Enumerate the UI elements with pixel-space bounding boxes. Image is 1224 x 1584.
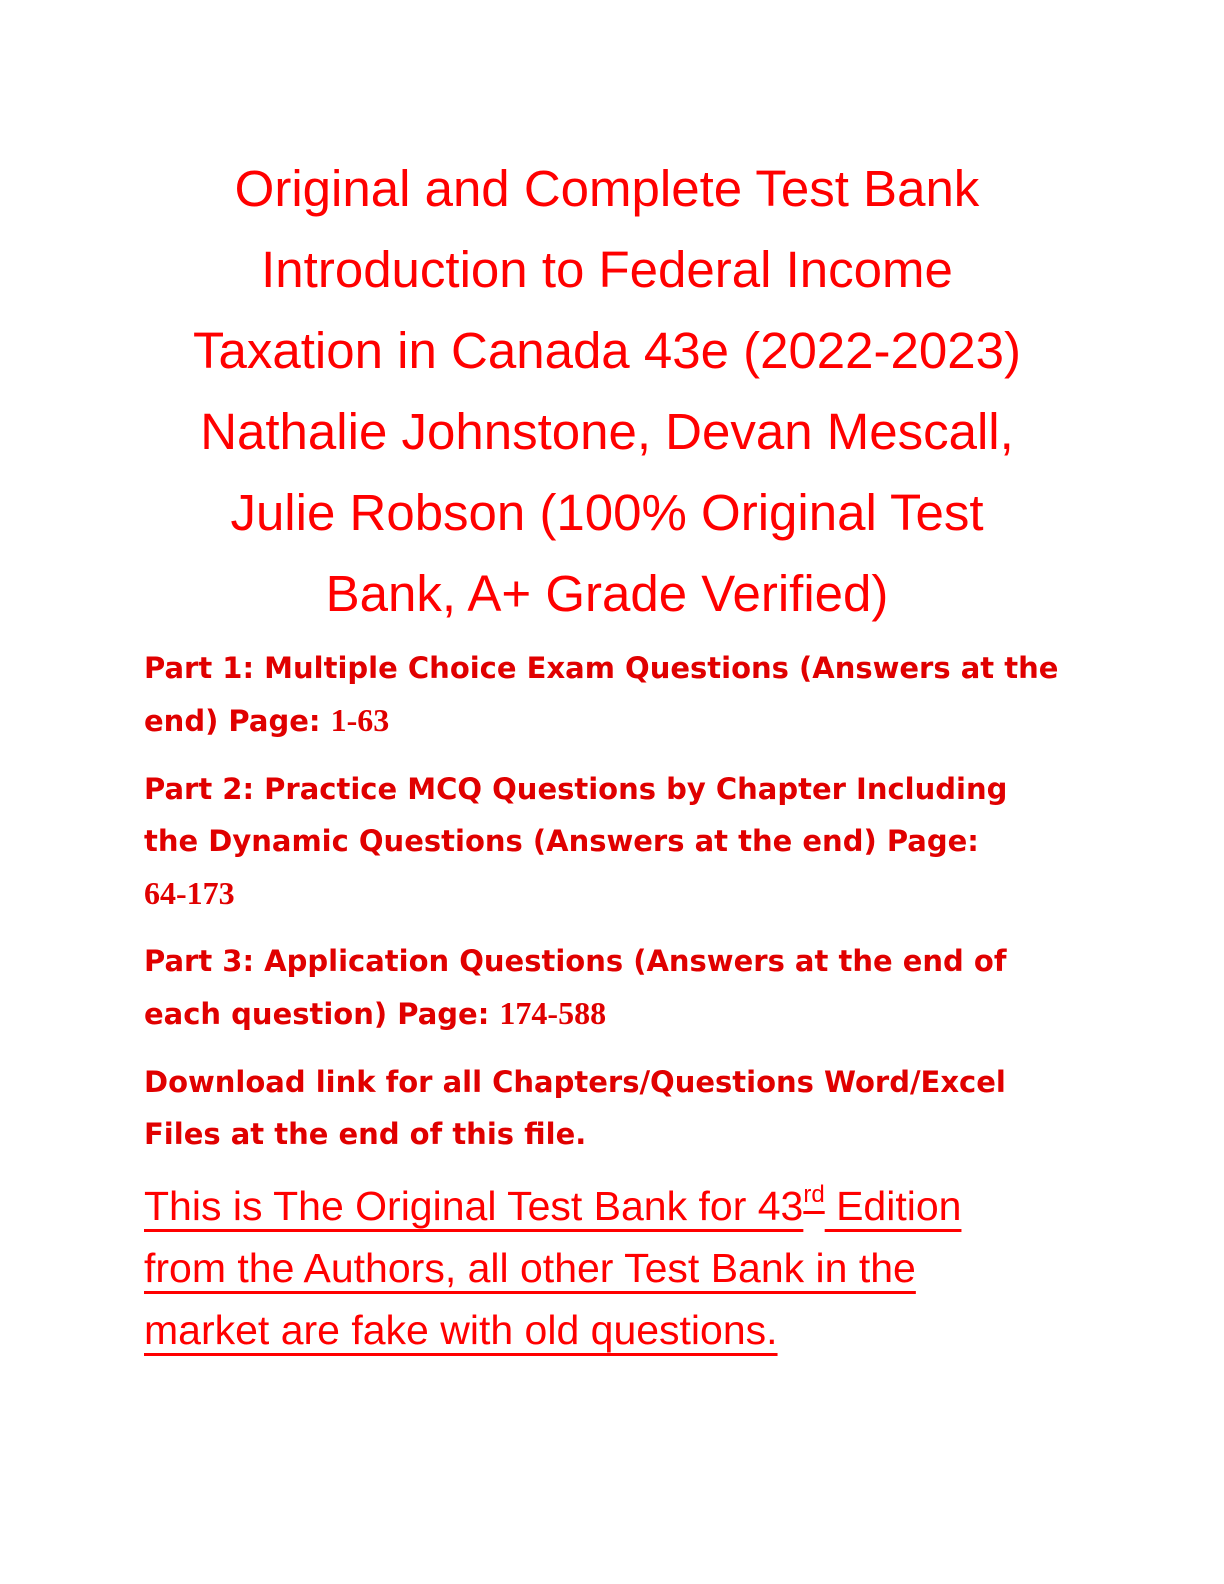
part-2-line-2: the Dynamic Questions (Answers at the end) Page: xyxy=(144,824,979,858)
part-3-line-1: Part 3: Application Questions (Answers at the end of xyxy=(144,944,1007,978)
download-note xyxy=(144,1056,1064,1160)
part-3-line-2 xyxy=(144,987,1064,1040)
notice-line-2-text: from the Authors, all other Test Bank in the xyxy=(144,1245,916,1291)
part-1-label: end) Page: xyxy=(144,704,331,738)
title-line: Original and Complete Test Bank xyxy=(234,160,980,217)
notice-line-1-before: This is The Original Test Bank for 43 xyxy=(144,1183,804,1229)
title-line: Julie Robson (100% Original Test xyxy=(230,484,984,541)
part-2-entry xyxy=(144,763,1064,919)
download-note-line-2: Files at the end of this file. xyxy=(144,1117,587,1151)
title-line: Nathalie Johnstone, Devan Mescall, xyxy=(200,403,1014,460)
title-line: Taxation in Canada 43e (2022-2023) xyxy=(193,322,1021,379)
notice-line-1-sup: rd xyxy=(803,1181,825,1208)
part-3-entry xyxy=(144,935,1064,1040)
title-line: Bank, A+ Grade Verified) xyxy=(325,565,889,622)
part-1-pages: 1-63 xyxy=(330,702,390,738)
title-line: Introduction to Federal Income xyxy=(261,241,953,298)
document-title xyxy=(130,148,1084,634)
notice-line-1-after: Edition xyxy=(824,1183,962,1229)
part-1-line-2 xyxy=(144,694,1064,747)
part-1-entry xyxy=(144,642,1064,747)
parts-list xyxy=(144,642,1064,1176)
part-2-pages: 64-173 xyxy=(144,875,235,911)
part-2-line-1: Part 2: Practice MCQ Questions by Chapter Including xyxy=(144,772,1008,806)
part-3-label: each question) Page: xyxy=(144,997,500,1031)
notice-line-3 xyxy=(144,1299,1044,1361)
notice-line-2 xyxy=(144,1237,1044,1299)
original-notice xyxy=(144,1175,1044,1361)
part-3-pages: 174-588 xyxy=(499,995,607,1031)
notice-line-1 xyxy=(144,1175,1044,1237)
download-note-line-1: Download link for all Chapters/Questions Word/Excel xyxy=(144,1065,1006,1099)
part-1-line-1: Part 1: Multiple Choice Exam Questions (Answers at the xyxy=(144,651,1059,685)
notice-line-3-text: market are fake with old questions. xyxy=(144,1307,778,1353)
